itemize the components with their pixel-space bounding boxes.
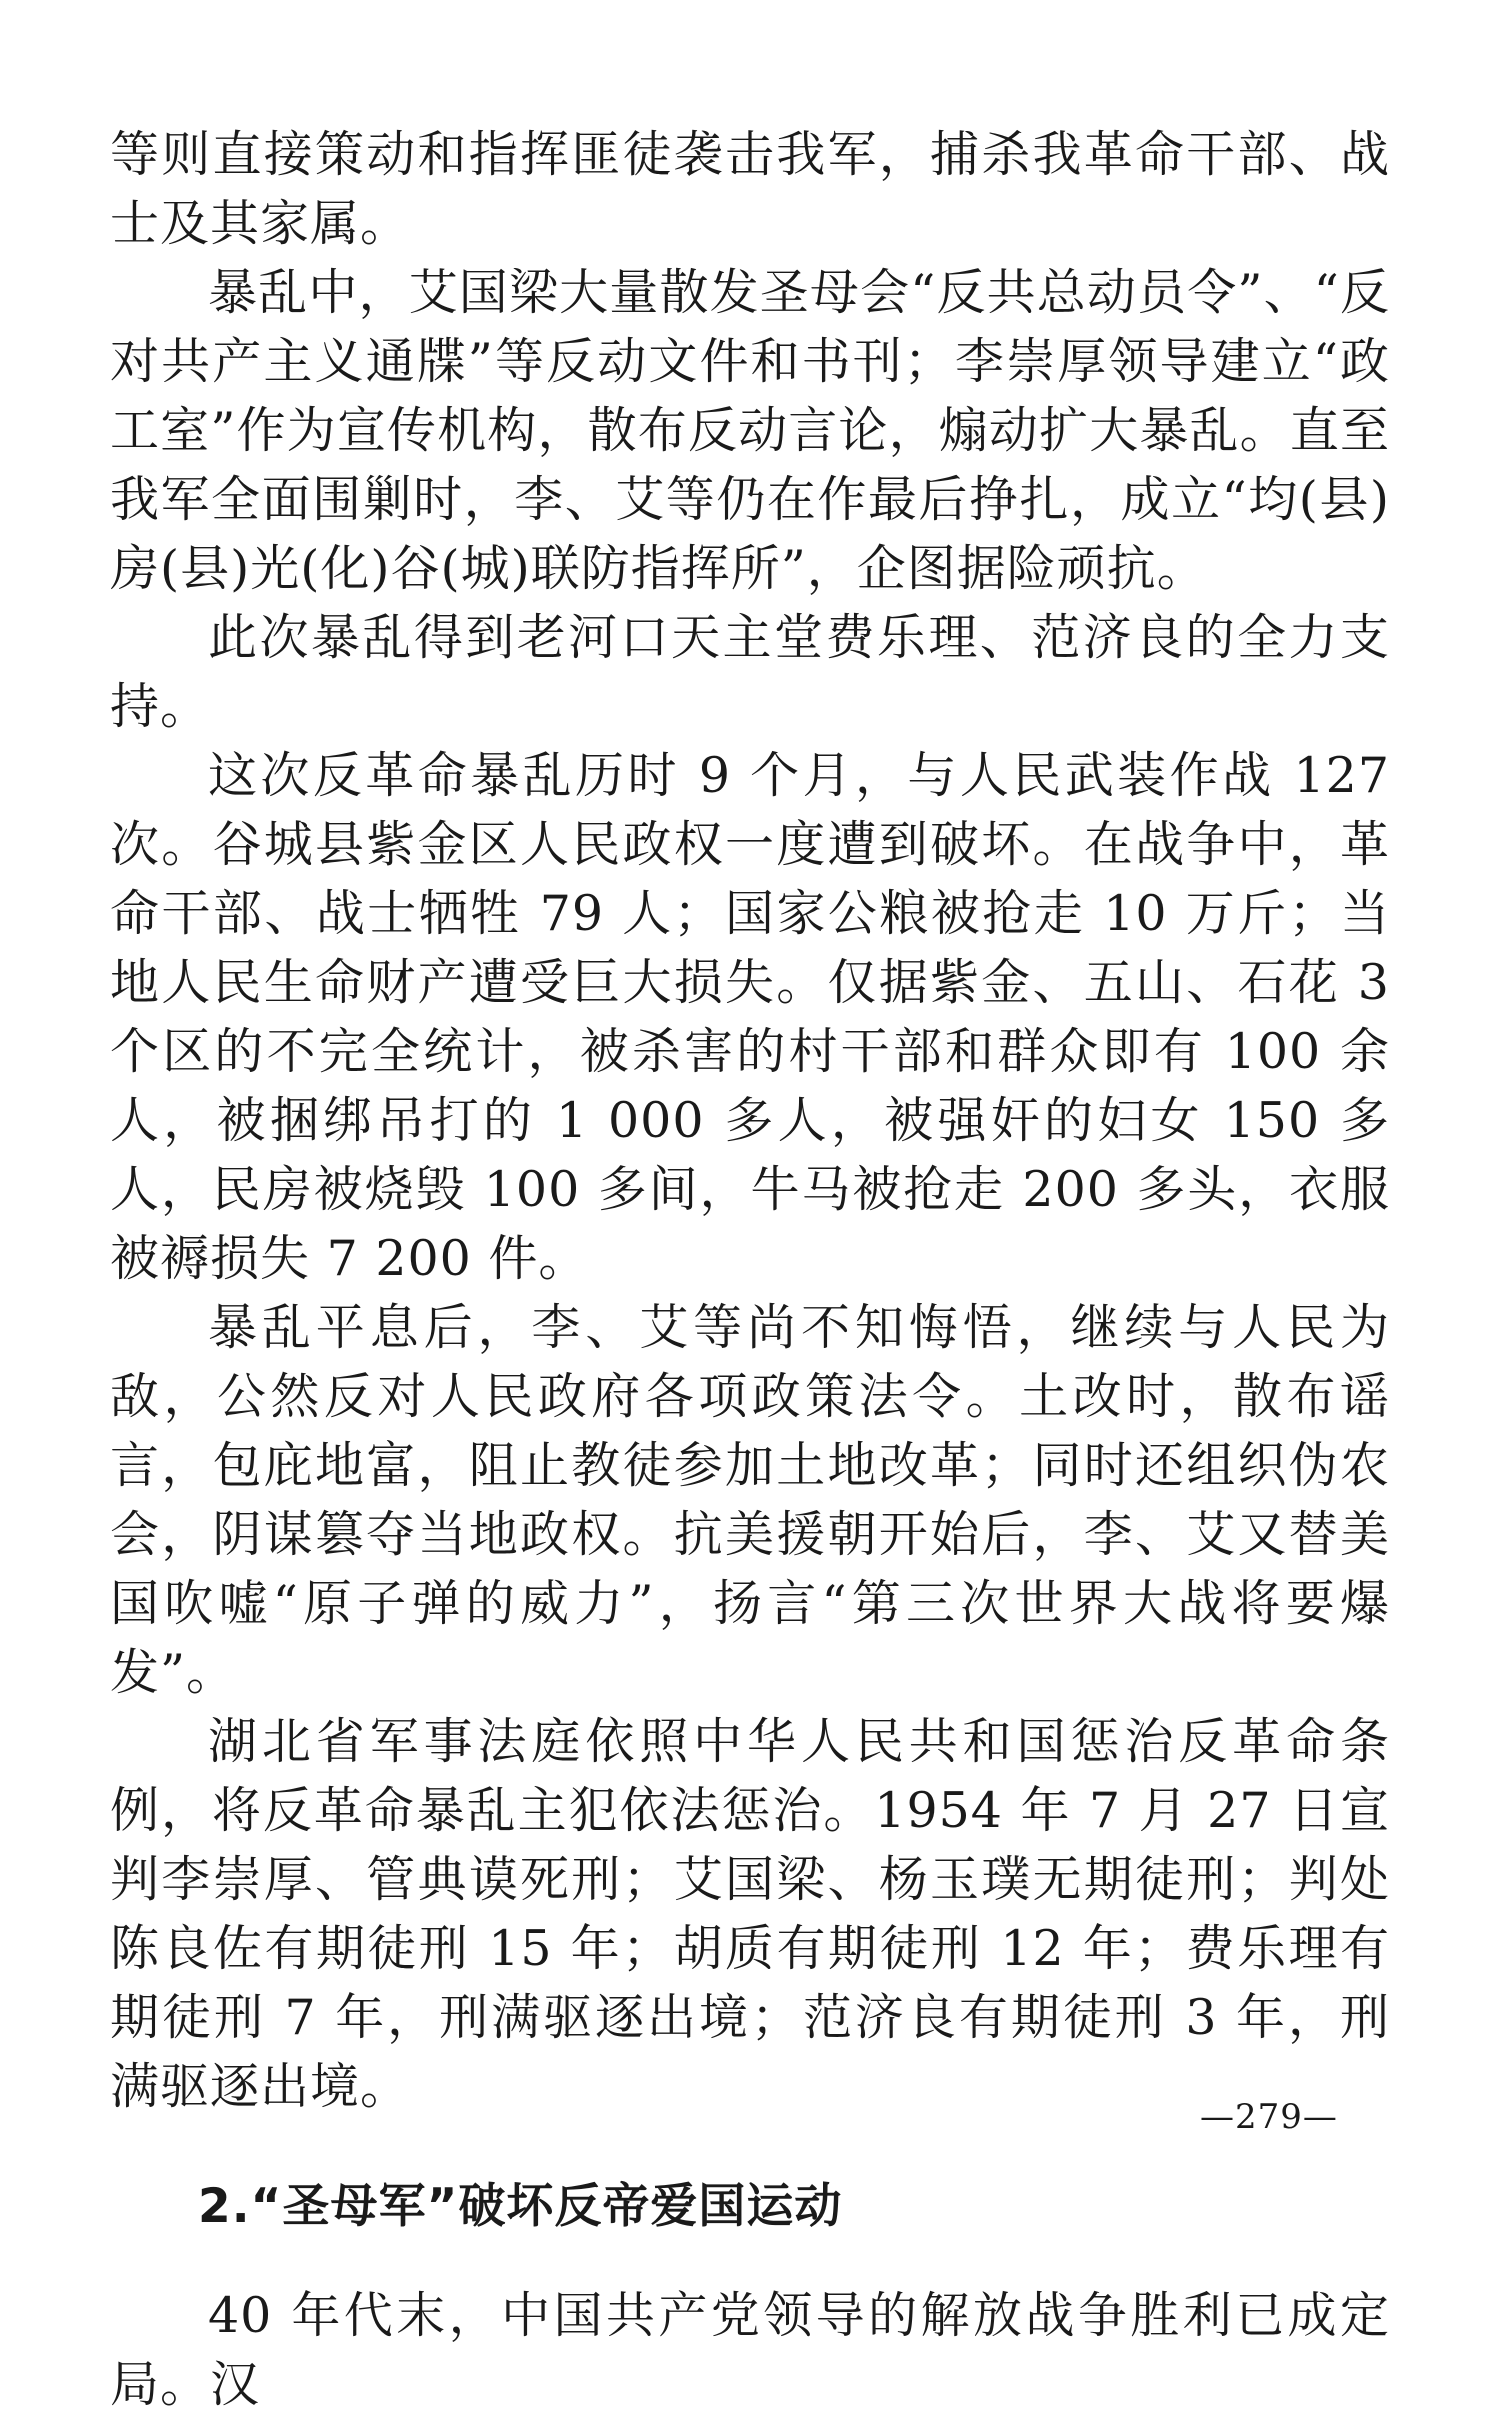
paragraph-continued: 等则直接策动和指挥匪徒袭击我军，捕杀我革命干部、战士及其家属。: [110, 126, 1390, 252]
paragraph-support: 此次暴乱得到老河口天主堂费乐理、范济良的全力支持。: [110, 609, 1390, 735]
page-number: —279—: [1200, 2097, 1338, 2137]
paragraph-aftermath: 暴乱平息后，李、艾等尚不知悔悟，继续与人民为敌，公然反对人民政府各项政策法令。土改时，散布谣言，包庇地富，阻止教徒参加土地改革；同时还组织伪农会，阴谋篡夺当地政权。抗美援朝开始后，李、艾又替美国吹嘘“原子弹的威力”，扬言“第三次世界大战将要爆发”。: [110, 1299, 1390, 1701]
section-heading: 2.“圣母军”破坏反帝爱国运动: [198, 2179, 843, 2234]
paragraph-losses: 这次反革命暴乱历时 9 个月，与人民武装作战 127 次。谷城县紫金区人民政权一度遭到破坏。在战争中，革命干部、战士牺牲 79 人；国家公粮被抢走 10 万斤；当地人民生命财产遭受巨大损失。仅据紫金、五山、石花 3 个区的不完全统计，被杀害的村干部和群众即有 100 余人，被捆绑吊打的 1 000 多人，被强奸的妇女 150 多人，民房被烧毁 100 多间，牛马被抢走 200 多头，衣服被褥损失 7 200 件。: [110, 747, 1390, 1287]
paragraph-verdict: 湖北省军事法庭依照中华人民共和国惩治反革命条例，将反革命暴乱主犯依法惩治。1954 年 7 月 27 日宣判李崇厚、管典谟死刑；艾国梁、杨玉璞无期徒刑；判处陈良佐有期徒刑 15 年；胡质有期徒刑 12 年；费乐理有期徒刑 7 年，刑满驱逐出境；范济良有期徒刑 3 年，刑满驱逐出境。: [110, 1713, 1390, 2115]
paragraph-propaganda: 暴乱中，艾国梁大量散发圣母会“反共总动员令”、“反对共产主义通牒”等反动文件和书刊；李崇厚领导建立“政工室”作为宣传机构，散布反动言论，煽动扩大暴乱。直至我军全面围剿时，李、艾等仍在作最后挣扎，成立“均(县)房(县)光(化)谷(城)联防指挥所”，企图据险顽抗。: [110, 264, 1390, 597]
page-body: [110, 120, 1390, 2419]
paragraph-closing: 40 年代末，中国共产党领导的解放战争胜利已成定局。汉: [110, 2287, 1390, 2413]
